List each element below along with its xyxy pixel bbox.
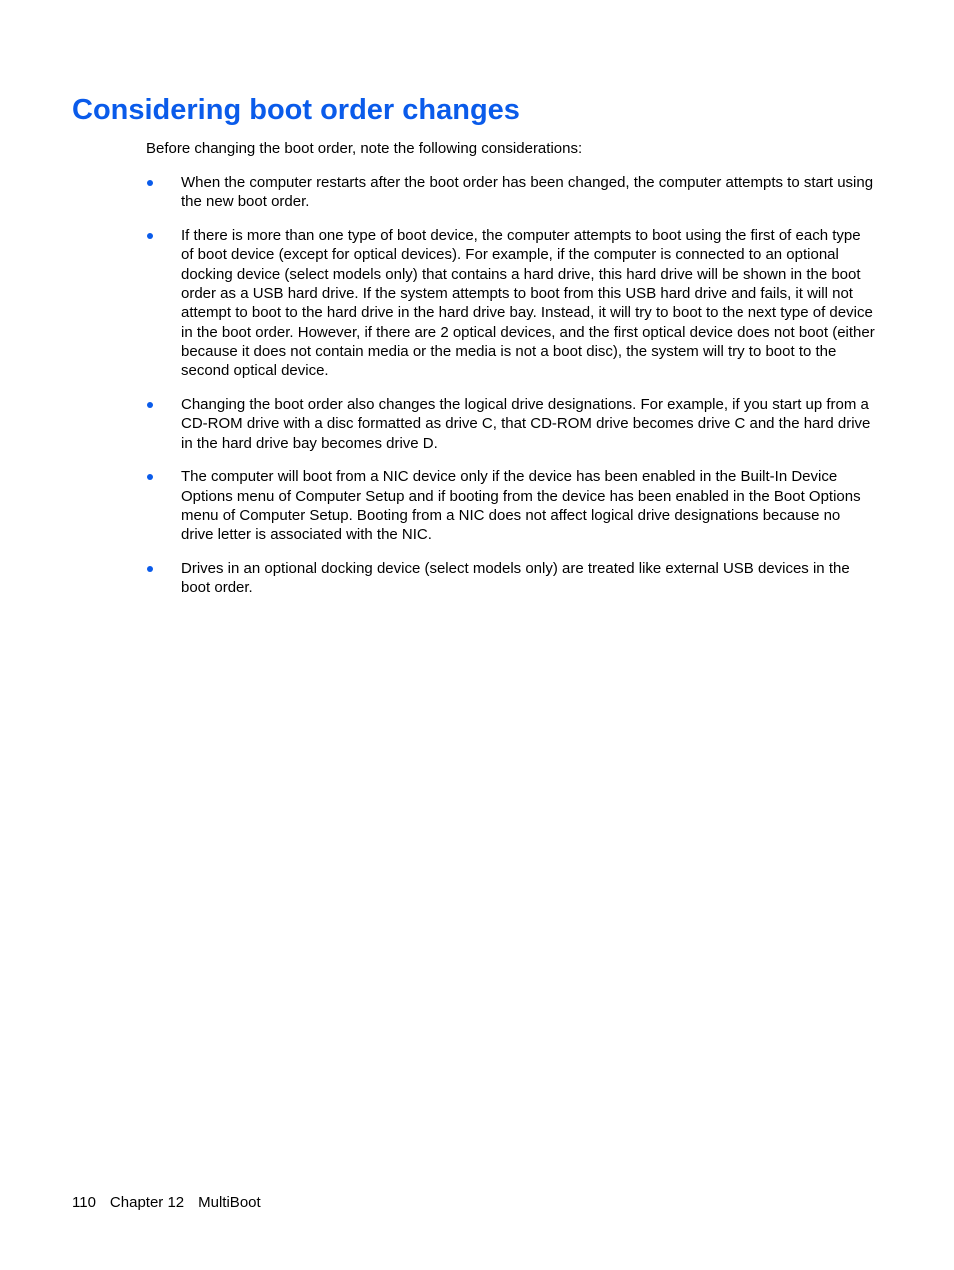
bullet-dot-icon — [147, 566, 153, 572]
considerations-list — [146, 173, 876, 612]
bullet-dot-icon — [147, 402, 153, 408]
list-item-text: If there is more than one type of boot device, the computer attempts to boot using the first of each type of boot device (except for optical devices). For example, if the computer is connected to an optional docking device (select models only) that contains a hard drive, this hard drive will be shown in the boot order as a USB hard drive. If the system attempts to boot from this USB hard drive and fails, it will not attempt to boot to the hard drive in the hard drive bay. Instead, it will try to boot to the next type of device in the boot order. However, if there are 2 optical devices, and the first optical device does not boot (either because it does not contain media or the media is not a boot disc), the system will try to boot to the second optical device. — [181, 227, 875, 380]
bullet-dot-icon — [147, 474, 153, 480]
page-footer — [72, 1193, 275, 1212]
page-number: 110 — [72, 1194, 96, 1211]
list-item-text: The computer will boot from a NIC device only if the device has been enabled in the Built-In Device Options menu of Computer Setup and if booting from the device has been enabled in the Boot Options menu of Computer Setup. Booting from a NIC does not affect logical drive designations because no drive letter is associated with the NIC. — [181, 468, 861, 544]
intro-paragraph: Before changing the boot order, note the following considerations: — [146, 140, 583, 157]
bullet-dot-icon — [147, 233, 153, 239]
list-item — [146, 173, 876, 212]
list-item — [146, 395, 876, 453]
list-item — [146, 226, 876, 380]
page-title: Considering boot order changes — [72, 94, 520, 126]
chapter-title: MultiBoot — [198, 1194, 261, 1211]
list-item-text: Drives in an optional docking device (select models only) are treated like external USB devices in the boot order. — [181, 560, 850, 597]
list-item — [146, 467, 876, 544]
chapter-label: Chapter 12 — [109, 1194, 185, 1211]
list-item — [146, 559, 876, 598]
list-item-text: When the computer restarts after the boot order has been changed, the computer attempts to start using the new boot order. — [181, 174, 874, 211]
list-item-text: Changing the boot order also changes the logical drive designations. For example, if you start up from a CD-ROM drive with a disc formatted as drive C, that CD-ROM drive becomes drive C and the hard drive in the hard drive bay becomes drive D. — [181, 395, 871, 452]
bullet-dot-icon — [147, 180, 153, 186]
